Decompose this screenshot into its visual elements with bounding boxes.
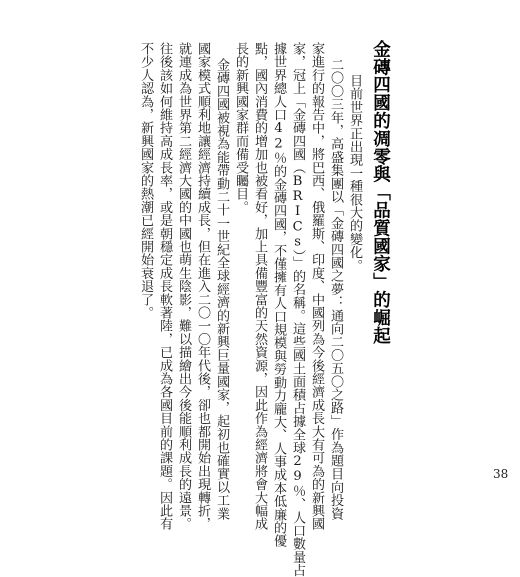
- text-line-2: 二〇〇三年，高盛集團以「金磚四國之夢：通向二〇五〇之路」作為題目向投資: [328, 58, 344, 520]
- text-line-7: 長的新興國家群而備受矚目。: [233, 42, 249, 214]
- text-line-1: 目前世界正出現一種很大的變化。: [347, 74, 363, 272]
- text-line-4: 家，冠上「金磚四國（BRICs）」的名稱。這些國土面積占據全球29％、人口數量占: [290, 42, 306, 577]
- text-line-9: 國家模式順利地讓經濟持續成長，但在進入二〇一〇年代後，卻也都開始出現轉折，: [195, 42, 211, 531]
- text-line-8: 金磚四國被視為能帶動二十一世紀全球經濟的新興巨量國家，起初也確實以工業: [214, 58, 230, 520]
- text-line-3: 家進行的報告中，將巴西、俄羅斯、印度、中國列為今後經濟成長大有可為的新興國: [309, 42, 325, 531]
- text-line-12: 不少人認為，新興國家的熱潮已經開始衰退了。: [138, 42, 154, 320]
- page-number: 38: [493, 467, 509, 481]
- text-line-5: 據世界總人口42％的金磚四國，不僅擁有人口規模與勞動力龐大、人事成本低廉的優: [271, 42, 287, 548]
- text-line-11: 往後該如何維持高成長率，或是朝穩定成長軟著陸，已成為各國目前的課題。因此有: [157, 42, 173, 531]
- chapter-title: 金磚四國的凋零與「品質國家」的崛起: [370, 40, 391, 345]
- text-line-6: 點，國內消費的增加也被看好，加上具備豐富的天然資源，因此作為經濟將會大幅成: [252, 42, 268, 531]
- text-line-10: 就連成為世界第二經濟大國的中國也萌生陰影，難以描繪出今後能順利成長的遠景。: [176, 42, 192, 531]
